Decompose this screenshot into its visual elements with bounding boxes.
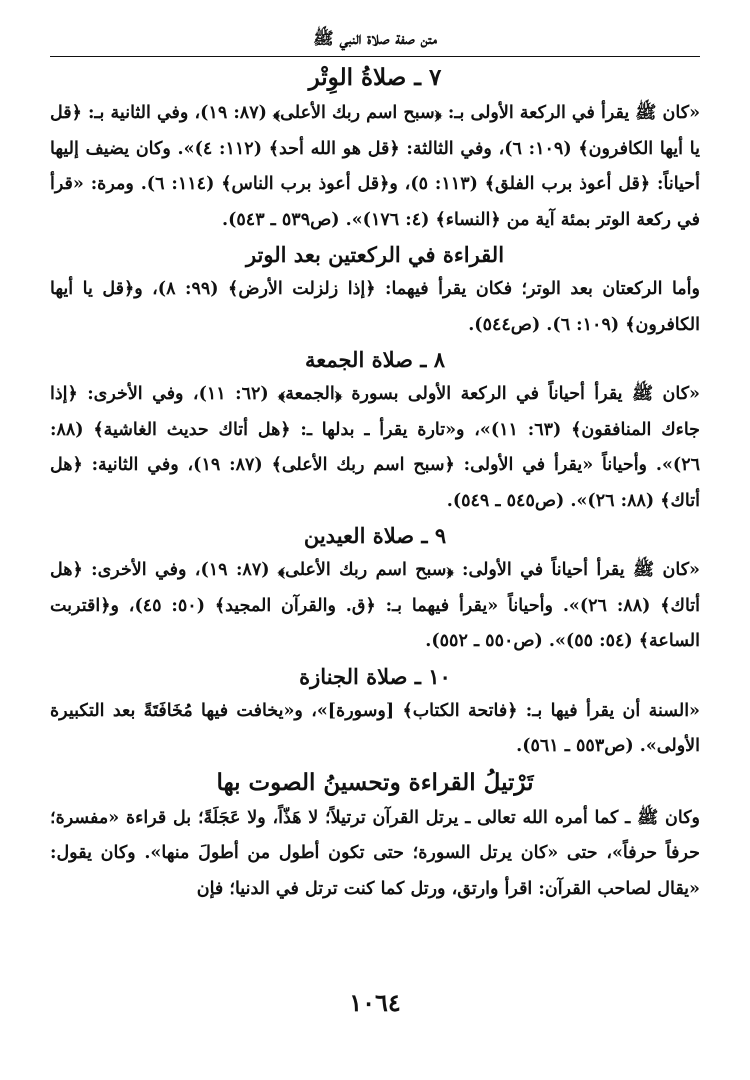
section-text-witr: «كان ﷺ يقرأ في الركعة الأولى بـ: ﴿سبح اسم ربك الأعلى﴾ (٨٧: ١٩)، وفي الثانية بـ: ﴿قل يا أيها الكافرون﴾ (١٠٩: ٦)، وفي الثالثة: ﴿قل هو الله أحد﴾ (١١٢: ٤)». وكان يضيف إليها أحياناً: ﴿قل أعوذ برب الفلق﴾ (١١٣: ٥)، و﴿قل أعوذ برب الناس﴾ (١١٤: ٦). ومرة: «قرأ في ركعة الوتر بمئة آية من ﴿النساء﴾ (٤: ١٧٦)». (ص٥٣٩ ـ ٥٤٣). (50, 103, 700, 230)
section-text-after-witr: وأما الركعتان بعد الوتر؛ فكان يقرأ فيهما: ﴿إذا زلزلت الأرض﴾ (٩٩: ٨)، و﴿قل يا أيها الكافرون﴾ (١٠٩: ٦). (ص٥٤٤). (50, 279, 700, 335)
section-text-janazah: «السنة أن يقرأ فيها بـ: ﴿فاتحة الكتاب﴾ [وسورة]»، و«يخافت فيها مُخَافَتَةً بعد التكبيرة الأولى». (ص٥٥٣ ـ ٥٦١). (50, 700, 700, 756)
section-text-jumuah: «كان ﷺ يقرأ أحياناً في الركعة الأولى بسورة ﴿الجمعة﴾ (٦٢: ١١)، وفي الأخرى: ﴿إذا جاءك المنافقون﴾ (٦٣: ١١)»، و«تارة يقرأ ـ بدلها ـ: ﴿هل أتاك حديث الغاشية﴾ (٨٨: ٢٦)». وأحياناً «يقرأ في الأولى: ﴿سبح اسم ربك الأعلى﴾ (٨٧: ١٩)، وفي الثانية: ﴿هل أتاك﴾ (٨٨: ٢٦)». (ص٥٤٥ ـ ٥٤٩). (50, 384, 701, 511)
section-text-tarteel: وكان ﷺ ـ كما أمره الله تعالى ـ يرتل القرآن ترتيلاً؛ لا هَذّاً، ولا عَجَلَةً؛ بل قراءة «مفسرة؛ حرفاً حرفاً»، حتى «كان يرتل السورة؛ حتى تكون أطول من أطولَ منها». وكان يقول: «يقال لصاحب القرآن: اقرأ وارتق، ورتل كما كنت ترتل في الدنيا؛ فإن (50, 807, 700, 899)
page-number: ١٠٦٤ (349, 988, 401, 1017)
section-text-eid: «كان ﷺ يقرأ أحياناً في الأولى: ﴿سبح اسم ربك الأعلى﴾ (٨٧: ١٩)، وفي الأخرى: ﴿هل أتاك﴾ (٨٨: ٢٦)». وأحياناً «يقرأ فيهما بـ: ﴿ق. والقرآن المجيد﴾ (٥٠: ٤٥)، و﴿اقتربت الساعة﴾ (٥٤: ٥٥)». (ص٥٥٠ ـ ٥٥٢). (50, 560, 701, 651)
section-heading-after-witr: القراءة في الركعتين بعد الوتر (245, 242, 505, 267)
section-heading-janazah: ١٠ ـ صلاة الجنازة (299, 663, 451, 689)
section-heading-eid: ٩ ـ صلاة العيدين (303, 523, 447, 548)
header-rule (50, 56, 700, 57)
section-heading-jumuah: ٨ ـ صلاة الجمعة (304, 347, 446, 372)
page-body (50, 60, 700, 907)
section-heading-witr: ٧ ـ صلاةُ الوِتْر (308, 64, 442, 91)
running-head: متن صفة صلاة النبي ﷺ (313, 29, 437, 49)
section-heading-tarteel: تَرْتيلُ القراءة وتحسينُ الصوت بها (216, 768, 534, 796)
